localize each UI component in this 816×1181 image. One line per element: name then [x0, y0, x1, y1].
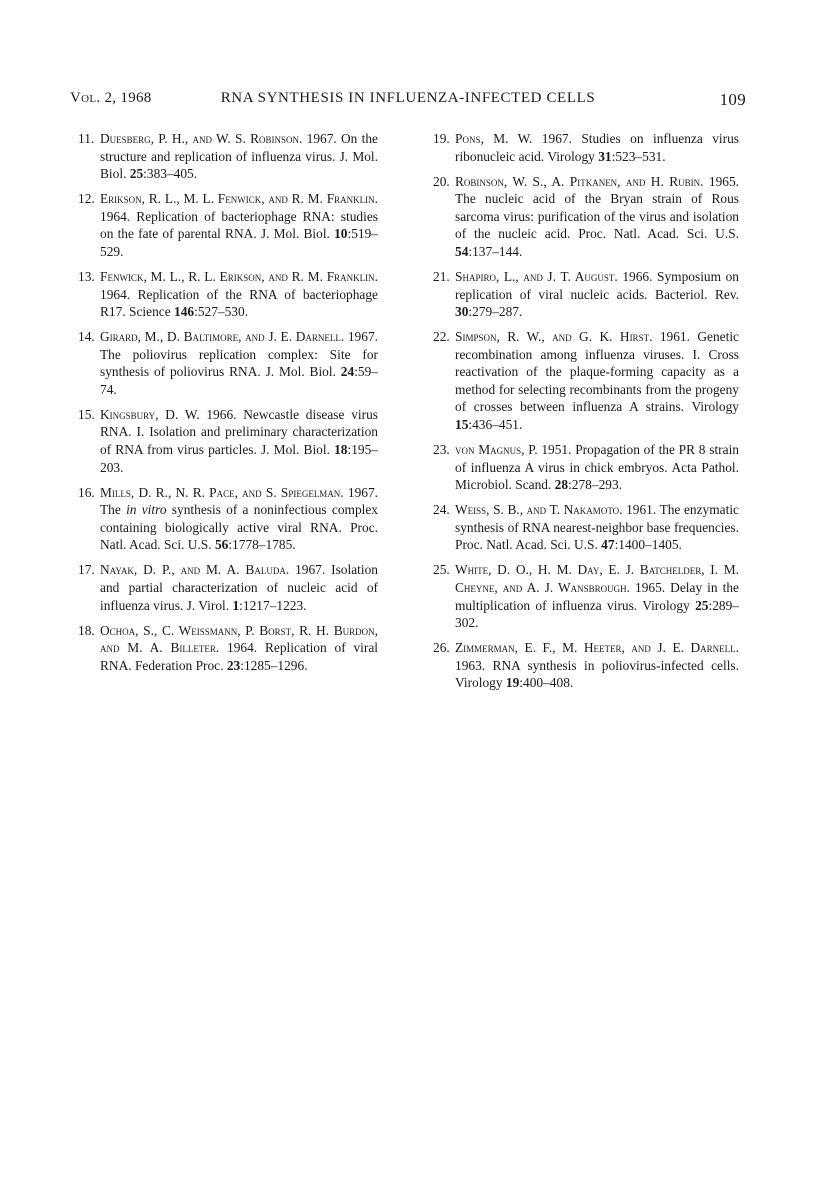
reference-entry [433, 268, 739, 321]
header-volume: Vol. 2, 1968 [70, 90, 152, 106]
reference-number: 16. [78, 484, 95, 500]
reference-entry [433, 130, 739, 165]
references-left-column [78, 130, 378, 682]
reference-volume: 54 [455, 243, 469, 259]
reference-authors: Ochoa, S., C. Weissmann, P. Borst, R. H. Burdon, and M. A. Billeter. [100, 622, 378, 656]
reference-volume: 47 [601, 537, 615, 553]
reference-volume: 30 [455, 304, 469, 320]
header-title: RNA SYNTHESIS IN INFLUENZA-INFECTED CELLS [220, 90, 596, 106]
reference-text: 1961. The enzymatic synthesis of RNA nearest-neighbor base frequencies. Proc. Natl. Acad. Sci. U.S. [455, 502, 739, 553]
reference-entry [78, 561, 378, 614]
reference-pages: :400–408. [519, 675, 574, 691]
reference-text: 1965. The nucleic acid of the Bryan strain of Rous sarcoma virus: purification of the virus and isolation of the nucleic acid. Proc. Natl. Acad. Sci. U.S. [455, 173, 739, 242]
reference-entry [433, 328, 739, 434]
reference-authors: White, D. O., H. M. Day, E. J. Batchelder, I. M. Cheyne, and A. J. Wansbrough. [455, 562, 739, 595]
reference-number: 23. [433, 442, 450, 458]
reference-volume: 31 [598, 148, 612, 164]
reference-entry [78, 406, 378, 476]
reference-entry [78, 328, 378, 398]
reference-number: 24. [433, 502, 450, 518]
reference-italic: in vitro [126, 502, 167, 518]
reference-pages: :527–530. [194, 304, 249, 320]
reference-text: 1964. Replication of viral RNA. Federation Proc. [100, 640, 378, 673]
reference-text: 1967. Studies on influenza virus ribonucleic acid. Virology [455, 131, 739, 164]
reference-entry [78, 190, 378, 260]
reference-text: 1965. Delay in the multiplication of influenza virus. Virology [455, 580, 739, 613]
reference-pages: :519–529. [100, 226, 378, 259]
reference-text-cont: synthesis of a noninfectious complex containing biologically active viral RNA. Proc. Natl. Acad. Sci. U.S. [100, 502, 378, 553]
reference-number: 22. [433, 329, 450, 345]
reference-text: 1967. The poliovirus replication complex: Site for synthesis of poliovirus RNA. J. Mol. Biol. [100, 329, 378, 380]
reference-authors: Zimmerman, E. F., M. Heeter, and J. E. Darnell. [455, 640, 739, 656]
reference-authors: Weiss, S. B., and T. Nakamoto. [455, 502, 623, 518]
reference-text: 1963. RNA synthesis in poliovirus-infected cells. Virology [455, 657, 739, 691]
reference-volume: 56 [214, 537, 229, 553]
reference-text: 1964. Replication of the RNA of bacteriophage R17. Science [100, 286, 378, 320]
reference-pages: :1217–1223. [239, 597, 307, 613]
reference-authors: Girard, M., D. Baltimore, and J. E. Darnell. [100, 329, 345, 345]
reference-entry [78, 622, 378, 675]
reference-entry [78, 130, 378, 183]
reference-number: 20. [433, 173, 450, 189]
reference-entry [433, 173, 739, 261]
reference-text: 1967. On the structure and replication of influenza virus. J. Mol. Biol. [100, 131, 378, 182]
reference-pages: :523–531. [611, 148, 666, 164]
reference-volume: 24 [340, 364, 355, 380]
reference-pages: :289–302. [455, 597, 739, 631]
running-header [70, 90, 746, 112]
reference-authors: Duesberg, P. H., and W. S. Robinson. [100, 131, 303, 146]
reference-entry [78, 268, 378, 321]
reference-text: 1966. Symposium on replication of viral nucleic acids. Bacteriol. Rev. [455, 268, 739, 302]
reference-text: 1967. Isolation and partial characterization of nucleic acid of influenza virus. J. Virol. [100, 562, 378, 613]
reference-authors: Erikson, R. L., M. L. Fenwick, and R. M. Franklin. [100, 191, 378, 207]
reference-authors: Simpson, R. W., and G. K. Hirst. [455, 329, 653, 345]
reference-number: 11. [78, 131, 95, 146]
reference-volume: 18 [334, 442, 348, 458]
reference-volume: 23 [226, 657, 241, 673]
reference-pages: :383–405. [143, 166, 198, 182]
reference-number: 19. [433, 131, 450, 146]
reference-number: 13. [78, 268, 95, 284]
references-right-column [433, 130, 739, 699]
reference-volume: 10 [334, 226, 348, 242]
reference-volume: 15 [455, 417, 469, 433]
reference-authors: Robinson, W. S., A. Pitkanen, and H. Rubin. [455, 173, 704, 189]
reference-pages: :278–293. [568, 477, 622, 493]
reference-pages: :1285–1296. [240, 657, 308, 673]
reference-text: 1966. Newcastle disease virus RNA. I. Isolation and preliminary characterization of RNA from virus particles. J. Mol. Biol. [100, 406, 378, 458]
reference-volume: 19 [505, 675, 520, 691]
reference-number: 25. [433, 562, 450, 578]
reference-pages: :1400–1405. [614, 537, 682, 553]
reference-text: 1967. The [100, 484, 378, 518]
reference-pages: :436–451. [468, 417, 523, 433]
reference-volume: 28 [554, 477, 569, 493]
reference-entry [78, 484, 378, 554]
reference-pages: :1778–1785. [228, 537, 296, 553]
reference-pages: :59–74. [100, 364, 378, 397]
reference-text: 1961. Genetic recombination among influenza viruses. I. Cross reactivation of the plaque-forming capacity as a method for selecting recombinants from the progeny of crosses between influenza A strains. Virology [455, 329, 739, 415]
reference-pages: :195–203. [100, 442, 378, 475]
reference-volume: 1 [232, 597, 240, 613]
reference-number: 15. [78, 406, 95, 422]
reference-authors: Kingsbury, D. W. [100, 406, 200, 422]
reference-authors: Fenwick, M. L., R. L. Erikson, and R. M. Franklin. [100, 268, 378, 284]
reference-number: 18. [78, 622, 95, 638]
reference-number: 26. [433, 640, 450, 656]
reference-entry [433, 639, 739, 692]
reference-volume: 25 [695, 597, 709, 613]
reference-entry [433, 441, 739, 494]
reference-volume: 146 [174, 304, 195, 320]
reference-entry [433, 561, 739, 631]
reference-pages: :279–287. [468, 304, 523, 320]
reference-entry [433, 501, 739, 554]
reference-authors: Shapiro, L., and J. T. August. [455, 268, 618, 284]
reference-volume: 25 [129, 166, 144, 182]
reference-text: 1964. Replication of bacteriophage RNA: studies on the fate of parental RNA. J. Mol. Biol. [100, 208, 378, 242]
reference-authors: Pons, M. W. [455, 131, 533, 146]
reference-pages: :137–144. [468, 243, 523, 259]
page-number: 109 [719, 90, 746, 109]
reference-authors: Nayak, D. P., and M. A. Baluda. [100, 562, 290, 578]
reference-authors: von Magnus, P. [455, 442, 538, 458]
reference-number: 14. [78, 329, 95, 345]
reference-number: 17. [78, 562, 95, 578]
reference-number: 12. [78, 191, 95, 207]
reference-number: 21. [433, 268, 450, 284]
reference-authors: Mills, D. R., N. R. Pace, and S. Spiegelman. [100, 484, 344, 500]
reference-text: 1951. Propagation of the PR 8 strain of influenza A virus in chick embryos. Acta Pathol. Microbiol. Scand. [455, 442, 739, 493]
